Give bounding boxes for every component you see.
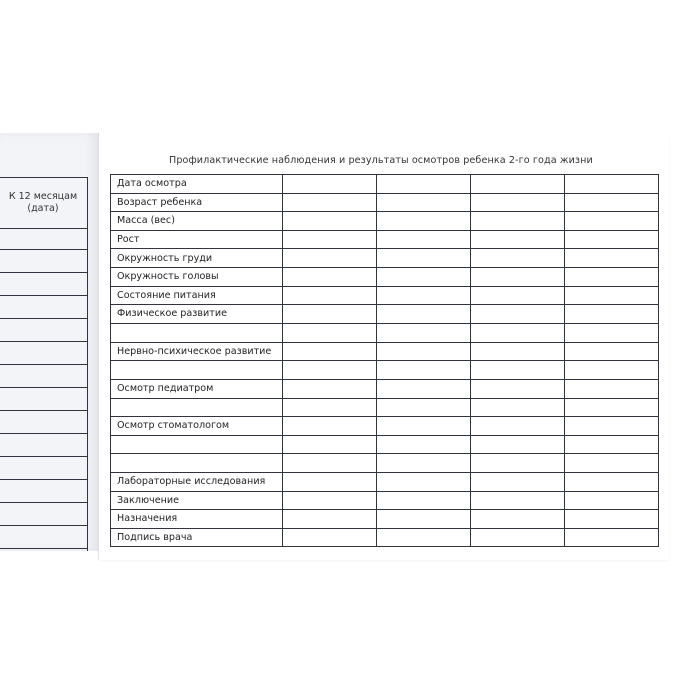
table-row <box>111 472 659 491</box>
left-table-cell <box>0 250 88 273</box>
left-header-line-2: (дата) <box>27 203 59 214</box>
table-entry-cell[interactable] <box>565 175 659 194</box>
row-label: Окружность головы <box>111 267 283 286</box>
table-row <box>111 249 659 268</box>
table-entry-cell[interactable] <box>377 491 471 510</box>
table-entry-cell[interactable] <box>377 417 471 436</box>
table-entry-cell[interactable] <box>565 193 659 212</box>
table-entry-cell[interactable] <box>283 175 377 194</box>
left-table-cell <box>0 434 88 457</box>
table-entry-cell[interactable] <box>377 398 471 417</box>
left-page <box>0 133 99 551</box>
row-label: Состояние питания <box>111 286 283 305</box>
table-row <box>111 379 659 398</box>
table-row <box>111 435 659 454</box>
table-entry-cell[interactable] <box>283 305 377 324</box>
left-table-cell <box>0 549 88 552</box>
table-entry-cell[interactable] <box>565 286 659 305</box>
table-entry-cell[interactable] <box>283 361 377 380</box>
table-row <box>111 361 659 380</box>
table-entry-cell[interactable] <box>283 342 377 361</box>
table-entry-cell[interactable] <box>377 528 471 547</box>
table-entry-cell[interactable] <box>377 323 471 342</box>
table-row <box>111 528 659 547</box>
table-entry-cell[interactable] <box>283 510 377 529</box>
row-label: Осмотр стоматологом <box>111 417 283 436</box>
table-entry-cell[interactable] <box>471 267 565 286</box>
left-table-row <box>0 296 88 319</box>
left-table-cell <box>0 365 88 388</box>
row-label <box>111 454 283 473</box>
table-entry-cell[interactable] <box>283 286 377 305</box>
table-entry-cell[interactable] <box>565 305 659 324</box>
table-entry-cell[interactable] <box>283 193 377 212</box>
table-entry-cell[interactable] <box>283 454 377 473</box>
row-label: Заключение <box>111 491 283 510</box>
table-entry-cell[interactable] <box>377 510 471 529</box>
row-label: Физическое развитие <box>111 305 283 324</box>
table-entry-cell[interactable] <box>283 249 377 268</box>
left-page-table <box>0 177 88 551</box>
table-entry-cell[interactable] <box>471 212 565 231</box>
table-entry-cell[interactable] <box>471 491 565 510</box>
left-table-row <box>0 273 88 296</box>
table-entry-cell[interactable] <box>471 175 565 194</box>
table-row <box>111 230 659 249</box>
left-table-row <box>0 526 88 549</box>
table-entry-cell[interactable] <box>565 323 659 342</box>
left-table-row <box>0 457 88 480</box>
left-table-cell <box>0 296 88 319</box>
table-entry-cell[interactable] <box>283 417 377 436</box>
left-table-row <box>0 480 88 503</box>
table-entry-cell[interactable] <box>565 417 659 436</box>
left-header-line-1: К 12 месяцам <box>8 191 78 202</box>
left-table-cell <box>0 526 88 549</box>
table-entry-cell[interactable] <box>471 435 565 454</box>
table-entry-cell[interactable] <box>283 379 377 398</box>
table-entry-cell[interactable] <box>377 249 471 268</box>
table-entry-cell[interactable] <box>565 472 659 491</box>
table-row <box>111 286 659 305</box>
table-entry-cell[interactable] <box>377 230 471 249</box>
table-entry-cell[interactable] <box>377 454 471 473</box>
table-entry-cell[interactable] <box>565 528 659 547</box>
table-entry-cell[interactable] <box>377 212 471 231</box>
table-entry-cell[interactable] <box>565 342 659 361</box>
row-label: Дата осмотра <box>111 175 283 194</box>
page-title: Профилактические наблюдения и результаты осмотров ребенка 2-го года жизни <box>169 155 593 166</box>
table-entry-cell[interactable] <box>377 193 471 212</box>
table-row <box>111 491 659 510</box>
left-table-row <box>0 250 88 273</box>
table-entry-cell[interactable] <box>377 175 471 194</box>
left-table-cell <box>0 342 88 365</box>
table-entry-cell[interactable] <box>283 472 377 491</box>
left-table-row <box>0 549 88 552</box>
table-entry-cell[interactable] <box>471 379 565 398</box>
table-entry-cell[interactable] <box>565 435 659 454</box>
table-entry-cell[interactable] <box>377 342 471 361</box>
table-entry-cell[interactable] <box>565 361 659 380</box>
row-label <box>111 398 283 417</box>
table-entry-cell[interactable] <box>471 472 565 491</box>
table-entry-cell[interactable] <box>283 528 377 547</box>
observation-table <box>110 174 659 547</box>
left-table-row <box>0 411 88 434</box>
table-entry-cell[interactable] <box>471 454 565 473</box>
left-column-header <box>0 178 88 229</box>
table-entry-cell[interactable] <box>471 398 565 417</box>
table-entry-cell[interactable] <box>377 305 471 324</box>
left-table-row <box>0 503 88 526</box>
table-row <box>111 175 659 194</box>
left-table-cell <box>0 273 88 296</box>
row-label: Назначения <box>111 510 283 529</box>
table-entry-cell[interactable] <box>471 249 565 268</box>
table-entry-cell[interactable] <box>471 286 565 305</box>
table-row <box>111 305 659 324</box>
table-row <box>111 193 659 212</box>
table-entry-cell[interactable] <box>283 267 377 286</box>
table-row <box>111 267 659 286</box>
row-label: Нервно-психическое развитие <box>111 342 283 361</box>
table-entry-cell[interactable] <box>471 361 565 380</box>
row-label: Подпись врача <box>111 528 283 547</box>
table-entry-cell[interactable] <box>565 510 659 529</box>
table-entry-cell[interactable] <box>471 528 565 547</box>
row-label: Лабораторные исследования <box>111 472 283 491</box>
left-table-row <box>0 388 88 411</box>
table-entry-cell[interactable] <box>283 323 377 342</box>
table-row <box>111 510 659 529</box>
left-table-cell <box>0 388 88 411</box>
table-entry-cell[interactable] <box>283 435 377 454</box>
table-entry-cell[interactable] <box>565 230 659 249</box>
table-entry-cell[interactable] <box>565 454 659 473</box>
table-entry-cell[interactable] <box>565 398 659 417</box>
table-entry-cell[interactable] <box>565 249 659 268</box>
table-entry-cell[interactable] <box>377 361 471 380</box>
table-row <box>111 454 659 473</box>
left-table-row <box>0 342 88 365</box>
table-entry-cell[interactable] <box>283 212 377 231</box>
left-table-cell <box>0 480 88 503</box>
row-label <box>111 361 283 380</box>
table-entry-cell[interactable] <box>377 267 471 286</box>
table-entry-cell[interactable] <box>283 230 377 249</box>
row-label <box>111 323 283 342</box>
table-entry-cell[interactable] <box>377 379 471 398</box>
left-table-row <box>0 434 88 457</box>
left-table-row <box>0 365 88 388</box>
row-label: Возраст ребенка <box>111 193 283 212</box>
left-table-cell <box>0 503 88 526</box>
table-entry-cell[interactable] <box>471 510 565 529</box>
row-label: Рост <box>111 230 283 249</box>
table-entry-cell[interactable] <box>565 491 659 510</box>
table-entry-cell[interactable] <box>377 472 471 491</box>
table-entry-cell[interactable] <box>565 212 659 231</box>
row-label <box>111 435 283 454</box>
table-entry-cell[interactable] <box>471 193 565 212</box>
right-page <box>98 137 669 560</box>
table-row <box>111 417 659 436</box>
left-table-cell <box>0 411 88 434</box>
table-entry-cell[interactable] <box>471 323 565 342</box>
table-entry-cell[interactable] <box>471 417 565 436</box>
left-table-row <box>0 319 88 342</box>
table-entry-cell[interactable] <box>283 491 377 510</box>
table-row <box>111 323 659 342</box>
table-entry-cell[interactable] <box>565 267 659 286</box>
table-entry-cell[interactable] <box>565 379 659 398</box>
row-label: Осмотр педиатром <box>111 379 283 398</box>
table-entry-cell[interactable] <box>471 305 565 324</box>
table-row <box>111 212 659 231</box>
table-row <box>111 398 659 417</box>
left-table-header-row <box>0 178 88 229</box>
left-table-cell <box>0 319 88 342</box>
row-label: Масса (вес) <box>111 212 283 231</box>
table-entry-cell[interactable] <box>377 435 471 454</box>
table-entry-cell[interactable] <box>471 230 565 249</box>
row-label: Окружность груди <box>111 249 283 268</box>
table-row <box>111 342 659 361</box>
table-entry-cell[interactable] <box>377 286 471 305</box>
left-table-row <box>0 229 88 250</box>
table-entry-cell[interactable] <box>471 342 565 361</box>
table-entry-cell[interactable] <box>283 398 377 417</box>
left-table-cell <box>0 229 88 250</box>
left-table-cell <box>0 457 88 480</box>
